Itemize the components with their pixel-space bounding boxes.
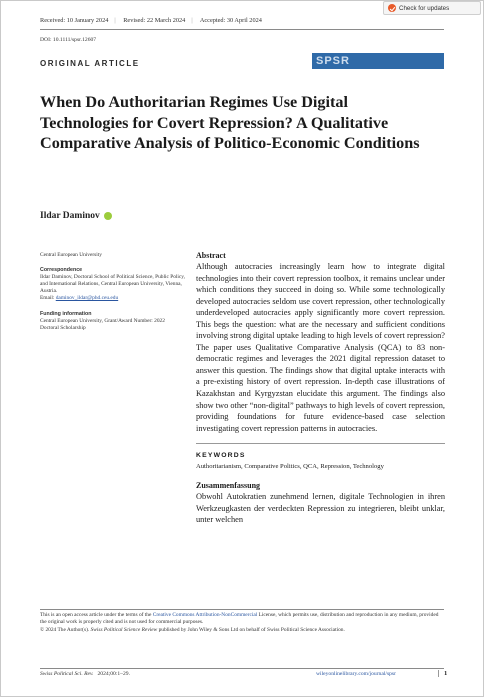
journal-citation <box>40 671 130 677</box>
footer-rule <box>40 609 444 610</box>
journal-logo-text: SPSR <box>316 55 350 67</box>
correspondence-heading: Correspondence <box>40 267 83 274</box>
license-line <box>40 612 442 627</box>
main-column <box>196 251 445 526</box>
check-updates-label: Check for updates <box>399 4 450 12</box>
keywords-heading: KEYWORDS <box>196 452 246 460</box>
journal-logo <box>312 53 444 69</box>
check-for-updates-button[interactable] <box>383 1 481 15</box>
sidebar <box>40 252 185 340</box>
license-link[interactable]: Creative Commons Attribution-NonCommercial <box>152 612 258 618</box>
zusammenfassung-text: Obwohl Autokratien zunehmend lernen, digitale Technologien in ihren Werkzeugkasten der verdeckten Repression zu integrieren, bleibt unklar, unter welchen <box>196 492 445 525</box>
zusammenfassung-heading: Zusammenfassung <box>196 481 261 491</box>
journal-abbrev: Swiss Political Sci. Rev. <box>40 671 94 677</box>
copyright-post: published by John Wiley & Sons Ltd on behalf of Swiss Political Science Association. <box>158 626 345 633</box>
email-link[interactable]: daminov_ildar@phd.ceu.edu <box>55 295 119 302</box>
affiliation: Central European University <box>40 252 102 258</box>
abstract-heading: Abstract <box>196 251 226 260</box>
email-line <box>40 295 185 302</box>
submission-dates: Received: 10 January 2024 | Revised: 22 March 2024 | Accepted: 30 April 2024 <box>40 17 262 24</box>
license-pre: This is an open access article under the terms of the <box>40 612 152 618</box>
copyright-line <box>40 627 442 634</box>
license-post: License, which permits use, distribution and reproduction in any medium, provided the original work is properly cited and is not used for commercial purposes. <box>40 612 439 626</box>
author-name[interactable]: Ildar Daminov <box>40 211 100 221</box>
copyright-journal: Swiss Political Science Review <box>90 626 158 633</box>
article-type: ORIGINAL ARTICLE <box>40 59 140 68</box>
doi[interactable]: DOI: 10.1111/spsr.12607 <box>40 37 97 43</box>
funding-heading: Funding information <box>40 310 92 317</box>
license-notice <box>40 612 442 634</box>
orcid-icon[interactable] <box>104 212 112 220</box>
author-line <box>40 211 112 221</box>
journal-pages: 2024;00:1–29. <box>97 671 130 677</box>
journal-url[interactable]: wileyonlinelibrary.com/journal/spsr <box>316 671 396 677</box>
keywords-text: Authoritarianism, Comparative Politics, QCA, Repression, Technology <box>196 463 384 471</box>
check-updates-icon <box>388 4 396 12</box>
header-rule <box>40 29 444 30</box>
keywords-rule <box>196 443 445 444</box>
correspondence-block <box>40 267 185 302</box>
funding-block <box>40 311 185 332</box>
abstract-text: Although autocracies increasingly learn how to integrate digital technologies into their covert repression toolbox, it remains unclear under which conditions they succeed in doing so. While some technologically developed autocracies seldom use covert repression, other technologically underdeveloped autocracies apply significantly more covert repression. This begs the question: what are the necessary and sufficient conditions involving strong digital uptake leading to high levels of covert repression? The paper uses Qualitative Comparative Analysis (QCA) to 83 non-democratic regimes and leverages the 2021 digital repression dataset to answer this question. The findings show that digital uptake interacts with a pre-existing history of overt repression. In-depth case illustrations of Kazakhstan and Kyrgyzstan elucidate this argument. The findings also show two other “non-digital” pathways to high levels of covert repression, providing foundations for future evidence-based case selection investigating covert repression patterns in autocracies. <box>196 262 445 433</box>
bottom-rule <box>40 668 444 669</box>
revised-date: Revised: 22 March 2024 <box>123 17 186 24</box>
correspondence-text: Ildar Daminov, Doctoral School of Political Science, Public Policy, and International Relations, Central European University, Vienna, Austria. <box>40 274 185 295</box>
email-label: Email: <box>40 295 55 302</box>
funding-text: Central European University, Grant/Award Number: 2022 Doctoral Scholarship <box>40 317 165 331</box>
received-date: Received: 10 January 2024 <box>40 17 109 24</box>
copyright-pre: © 2024 The Author(s). <box>40 626 90 633</box>
page-number: 1 <box>438 670 447 677</box>
accepted-date: Accepted: 30 April 2024 <box>199 17 262 24</box>
article-title: When Do Authoritarian Regimes Use Digital Technologies for Covert Repression? A Qualitative Comparative Analysis of Politico-Economic Conditions <box>40 93 420 152</box>
